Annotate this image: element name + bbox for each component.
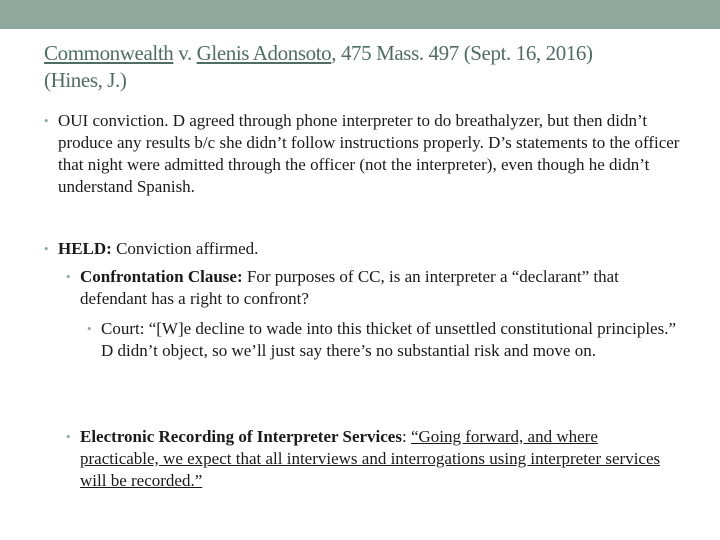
judge: (Hines, J.) [44, 68, 127, 92]
held-label: HELD: [58, 239, 112, 258]
versus: v. [173, 41, 197, 65]
case-name-commonwealth: Commonwealth [44, 41, 174, 65]
confrontation-text: For purposes of CC, is an interpreter a “declarant” that defendant has a right to confront? [80, 267, 619, 308]
recording-quote: “Going forward, and where practicable, we expect that all interviews and interrogations using interpreter services will be recorded.” [80, 427, 661, 490]
recording-bullet [80, 426, 680, 492]
bullet-icon: • [44, 241, 49, 256]
slide-title [44, 40, 694, 94]
recording-label: Electronic Recording of Interpreter Services [80, 427, 402, 446]
bullet-icon: • [44, 113, 49, 128]
recording-colon: : [401, 427, 411, 446]
case-citation: , 475 Mass. 497 (Sept. 16, 2016) [331, 41, 593, 65]
top-accent-bar [0, 0, 720, 29]
confrontation-bullet [80, 266, 690, 310]
confrontation-label: Confrontation Clause: [80, 267, 243, 286]
case-name-defendant: Glenis Adonsoto [196, 41, 332, 65]
held-bullet [58, 238, 698, 260]
held-text: Conviction affirmed. [111, 239, 259, 258]
bullet-icon: • [66, 429, 71, 444]
bullet-icon: • [66, 269, 71, 284]
bullet-icon: • [87, 321, 92, 336]
court-bullet: Court: “[W]e decline to wade into this thicket of unsettled constitutional principles.” D didn’t object, so we’ll just say there’s no substantial risk and move on. [101, 319, 677, 360]
facts-bullet: OUI conviction. D agreed through phone interpreter to do breathalyzer, but then didn’t produce any results b/c she didn’t follow instructions properly. D’s statements to the officer that night were admitted through the officer (not the interpreter), even though he didn’t understand Spanish. [58, 111, 680, 196]
